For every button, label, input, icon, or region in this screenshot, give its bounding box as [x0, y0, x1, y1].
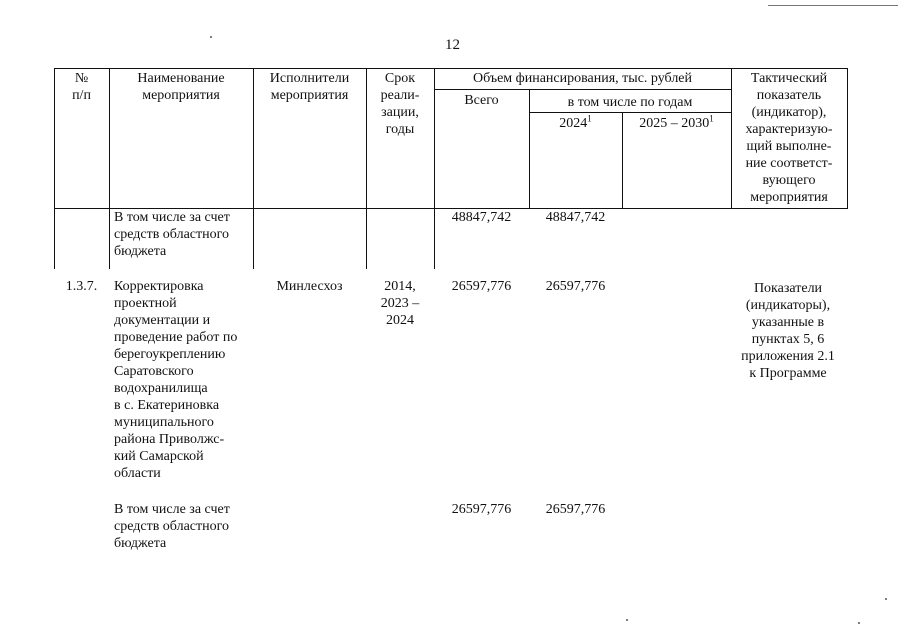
- header-col-financing: Объем финансирования, тыс. рублей: [472, 71, 693, 86]
- row-2-total: 26597,776: [451, 279, 512, 294]
- table-header-divider: [434, 89, 731, 90]
- row-2-name: Корректировка проектной документации и проведение работ по берегоукреплению Саратовского водохранилища в с. Екатериновка муниципального района Приволжс- кий Самарской области: [114, 279, 238, 481]
- table-col-divider: [434, 68, 435, 209]
- table-header: [54, 68, 848, 209]
- row-2-2024: 26597,776: [545, 279, 606, 294]
- row-1-2024: 48847,742: [545, 210, 606, 225]
- row-2-indicator: Показатели (индикаторы), указанные в пунктах 5, 6 приложения 2.1 к Программе: [741, 281, 835, 381]
- table-border-right: [847, 68, 848, 209]
- page-number: 12: [445, 37, 460, 53]
- header-col-term: Срок реали- зации, годы: [380, 71, 420, 137]
- row-3-2024: 26597,776: [545, 502, 606, 517]
- row-2-term: 2014, 2023 – 2024: [380, 279, 420, 328]
- table-col-divider: [109, 209, 110, 269]
- table-header-divider: [529, 112, 731, 113]
- header-col-by-years: в том числе по годам: [567, 95, 693, 110]
- header-col-2024: [529, 115, 622, 132]
- row-3-total: 26597,776: [451, 502, 512, 517]
- scan-speck: [858, 622, 860, 624]
- header-col-number: № п/п: [72, 71, 91, 103]
- scan-speck: [885, 598, 887, 600]
- header-col-2025-label: 2025 – 2030: [639, 116, 710, 131]
- header-col-2025-2030: [622, 115, 731, 132]
- row-2-executor: Минлесхоз: [276, 279, 343, 294]
- header-col-indicator: Тактический показатель (индикатор), характеризую- щий выполне- ние соответст- вующего мероприятия: [745, 71, 833, 205]
- scan-artifact-line: [768, 5, 898, 6]
- row-3-name: В том числе за счет средств областного бюджета: [114, 502, 230, 551]
- header-col-2024-label: 2024: [559, 116, 588, 131]
- header-col-name: Наименование мероприятия: [137, 71, 225, 103]
- scan-speck: [626, 619, 628, 621]
- table-border-left: [54, 209, 55, 269]
- header-col-executors: Исполнители мероприятия: [269, 71, 350, 103]
- header-col-total: Всего: [464, 93, 499, 108]
- footnote-mark: 1: [709, 113, 714, 124]
- table-col-divider: [366, 209, 367, 269]
- row-1-total: 48847,742: [451, 210, 512, 225]
- row-2-number: 1.3.7.: [65, 279, 98, 294]
- row-1-name: В том числе за счет средств областного бюджета: [114, 210, 230, 259]
- table-border-top: [54, 68, 848, 69]
- footnote-mark: 1: [587, 113, 592, 124]
